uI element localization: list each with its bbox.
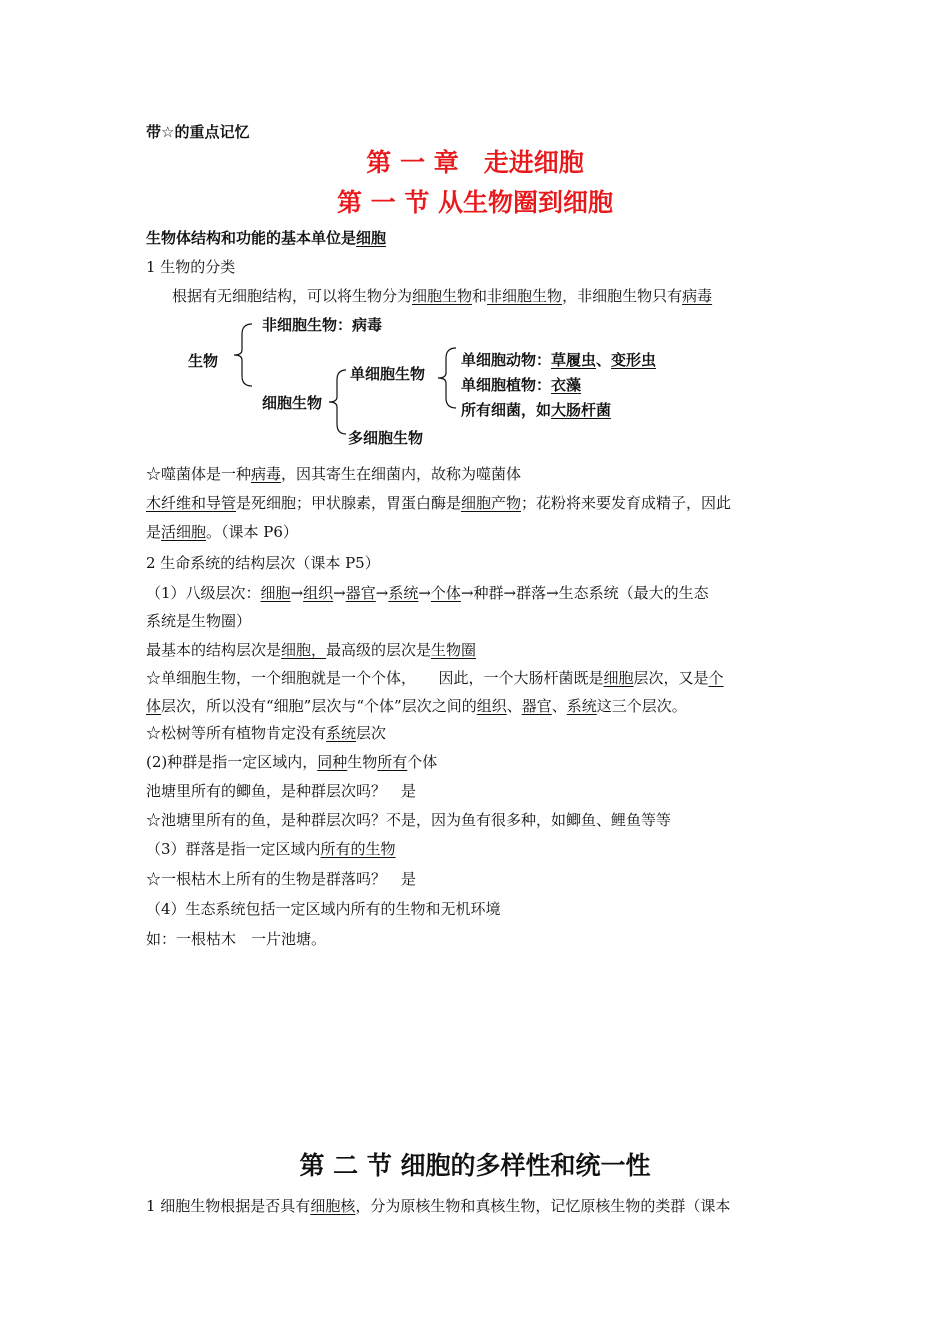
text: ，非细胞生物只有 — [562, 287, 683, 305]
underlined-term: 个 — [708, 669, 724, 687]
section-title: 第 一 节 从生物圈到细胞 — [336, 188, 614, 217]
underlined-term: 衣藻 — [551, 376, 582, 394]
tree-plant — [461, 375, 581, 395]
brace-root — [230, 322, 254, 388]
brace-cell — [326, 368, 348, 436]
underlined-term: 大肠杆菌 — [551, 401, 612, 419]
paragraph — [146, 1196, 730, 1216]
underlined-term: 系统 — [566, 697, 597, 715]
text: 、 — [506, 697, 522, 715]
underlined-term: 病毒 — [682, 287, 713, 305]
heading-classification: 1 生物的分类 — [146, 258, 236, 276]
text: 最基本的结构层次是 — [146, 641, 282, 659]
paragraph: ☆池塘里所有的鱼，是种群层次吗？不是，因为鱼有很多种，如鲫鱼、鲤鱼等等 — [146, 811, 672, 829]
text: ☆单细胞生物，一个细胞就是一个个体， 因此，一个大肠杆菌既是 — [146, 669, 604, 687]
underlined-term: 活细胞 — [161, 523, 207, 541]
text: → — [375, 584, 389, 602]
underlined-term: 变形虫 — [611, 351, 657, 369]
underlined-term: 系统 — [326, 724, 357, 742]
tree-non-cell: 非细胞生物：病毒 — [262, 316, 383, 334]
text: ，因其寄生在细菌内，故称为噬菌体 — [281, 465, 522, 483]
paragraph: 系统是生物圈） — [146, 612, 252, 630]
note-line: 带☆的重点记忆 — [146, 123, 250, 141]
underlined-term: 组织 — [303, 584, 334, 602]
text: 是 — [146, 523, 162, 541]
text: 个体 — [407, 753, 438, 771]
paragraph: 池塘里所有的鲫鱼，是种群层次吗？ 是 — [146, 782, 417, 800]
text: 。（课本 P6） — [206, 523, 298, 541]
heading-levels: 2 生命系统的结构层次（课本 P5） — [146, 554, 380, 572]
text: 最高级的层次是 — [326, 641, 432, 659]
text: 1 细胞生物根据是否具有 — [146, 1197, 311, 1215]
underlined-term: 细胞 — [260, 584, 291, 602]
text: 、 — [551, 697, 567, 715]
underlined-term: 非细胞生物 — [487, 287, 563, 305]
text: （3）群落是指一定区域内 — [146, 840, 321, 858]
paragraph — [172, 286, 712, 306]
underlined-term: 组织 — [476, 697, 507, 715]
tree-bacteria — [461, 400, 611, 420]
paragraph: ☆一根枯木上所有的生物是群落吗？ 是 — [146, 870, 417, 888]
underlined-term: 体 — [146, 697, 162, 715]
key-line-underlined: 细胞 — [356, 229, 387, 247]
underlined-term: 同种 — [317, 753, 348, 771]
text: (2)种群是指一定区域内， — [146, 753, 318, 771]
key-line-text: 生物体结构和功能的基本单位是 — [146, 229, 357, 247]
paragraph — [146, 640, 476, 660]
text: 层次 — [356, 724, 387, 742]
underlined-term: 细胞生物 — [412, 287, 473, 305]
paragraph — [146, 522, 298, 542]
text: 单细胞植物： — [461, 376, 552, 394]
paragraph — [146, 839, 396, 859]
tree-multi: 多细胞生物 — [348, 429, 424, 447]
underlined-term: 系统 — [388, 584, 419, 602]
text: 所有细菌，如 — [461, 401, 552, 419]
text: 这三个层次。 — [596, 697, 687, 715]
text: ；花粉将来要发育成精子，因此 — [521, 494, 732, 512]
paragraph — [146, 752, 437, 772]
underlined-term: 个体 — [430, 584, 461, 602]
brace-single — [434, 346, 458, 410]
text: ☆噬菌体是一种 — [146, 465, 252, 483]
text: 层次，又是 — [633, 669, 709, 687]
text: →种群→群落→生态系统（最大的生态 — [460, 584, 709, 602]
underlined-term: 细胞产物 — [461, 494, 522, 512]
section-title: 第 二 节 细胞的多样性和统一性 — [299, 1151, 651, 1180]
paragraph — [146, 696, 687, 716]
paragraph: （4）生态系统包括一定区域内所有的生物和无机环境 — [146, 900, 501, 918]
text: 生物 — [347, 753, 378, 771]
tree-cell: 细胞生物 — [262, 394, 323, 412]
underlined-term: 细胞， — [281, 641, 327, 659]
underlined-term: 细胞核 — [310, 1197, 356, 1215]
underlined-term: 器官 — [345, 584, 376, 602]
underlined-term: 细胞 — [603, 669, 634, 687]
underlined-term: 所有 — [377, 753, 408, 771]
text: → — [333, 584, 346, 602]
text: 是死细胞；甲状腺素，胃蛋白酶是 — [236, 494, 462, 512]
paragraph — [146, 464, 521, 484]
chapter-title: 第 一 章 走进细胞 — [366, 148, 584, 177]
underlined-term: 木纤维和导管 — [146, 494, 237, 512]
underlined-term: 草履虫 — [551, 351, 597, 369]
underlined-term: 生物圈 — [431, 641, 477, 659]
text: 根据有无细胞结构，可以将生物分为 — [172, 287, 413, 305]
paragraph: 如：一根枯木 一片池塘。 — [146, 930, 327, 948]
underlined-term: 病毒 — [251, 465, 282, 483]
text: 和 — [472, 287, 488, 305]
text: 、 — [596, 351, 612, 369]
paragraph — [146, 723, 386, 743]
text: → — [418, 584, 431, 602]
tree-animal — [461, 350, 656, 370]
underlined-term: 所有的生物 — [320, 840, 396, 858]
tree-single: 单细胞生物 — [350, 365, 426, 383]
underlined-term: 器官 — [521, 697, 552, 715]
paragraph — [146, 583, 709, 603]
text: → — [290, 584, 304, 602]
paragraph — [146, 493, 731, 513]
text: ☆松树等所有植物肯定没有 — [146, 724, 327, 742]
paragraph — [146, 668, 724, 688]
text: ，分为原核生物和真核生物，记忆原核生物的类群（课本 — [355, 1197, 731, 1215]
key-line — [146, 228, 386, 248]
tree-root: 生物 — [188, 352, 219, 370]
text: 层次，所以没有“细胞”层次与“个体”层次之间的 — [161, 697, 477, 715]
text: （1）八级层次： — [146, 584, 261, 602]
text: 单细胞动物： — [461, 351, 552, 369]
